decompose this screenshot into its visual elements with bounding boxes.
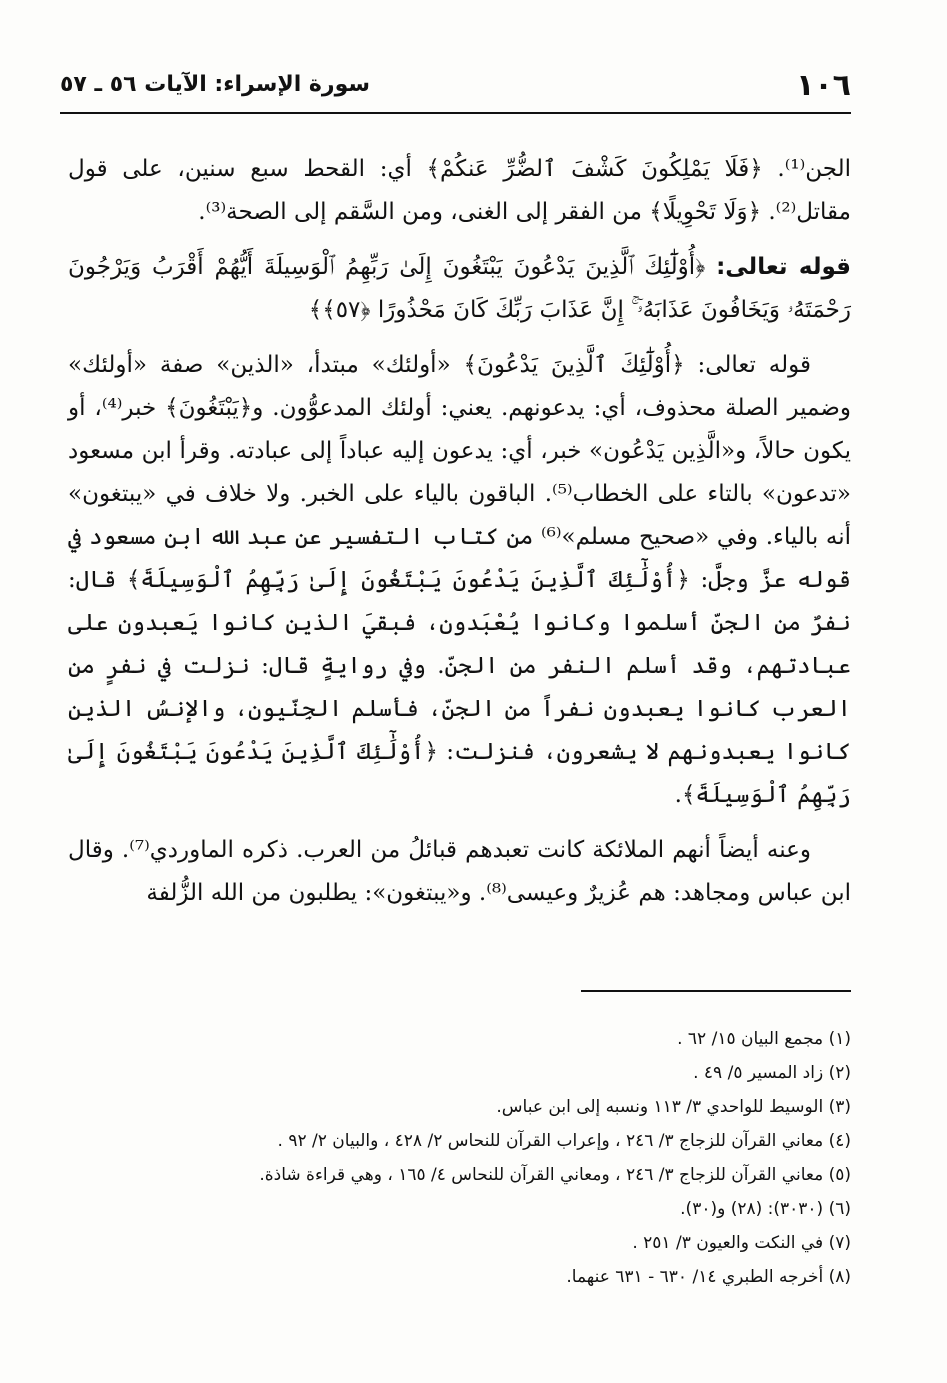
running-title: سورة الإسراء: الآيات ٥٦ ـ ٥٧ — [60, 72, 371, 97]
footnote-1: (١) مجمع البيان ١٥/ ٦٢ . — [677, 1029, 851, 1049]
paragraph-2: قوله تعالى: ﴿أُوْلَٰٓئِكَ ٱلَّذِينَ يَدْعُونَ﴾ «أولئك» مبتدأ، «الذين» صفة «أولئك» وضمير الصلة محذوف، أي: يدعونهم. يعني: أولئك المدعوُّون. و﴿يَبْتَغُونَ﴾ خبر⁽⁴⁾، أو يكون حالاً، و«الَّذِين يَدْعُون» خبر، أي: يدعون إليه عباداً إلى عبادته. وقرأ ابن مسعود «تدعون» بالتاء على الخطاب⁽⁵⁾. الباقون بالياء على الخبر. ولا خلاف في «يبتغون» أنه بالياء. وفي «صحيح مسلم»⁽⁶⁾ من كتاب التفسير عن عبد الله ابن مسعود في قوله عزَّ وجلَّ: ﴿أُوْلَٰٓئِكَ ٱلَّذِينَ يَدْعُونَ يَبْتَغُونَ إِلَىٰ رَبِّهِمُ ٱلْوَسِيلَةَ﴾ قال: نفرٌ من الجنِّ أسلموا وكانوا يُعْبَدون، فبقيَ الذين كانوا يَعبدون على عبادتهم، وقد أسلم النفر من الجنّ. وفي روايةٍ قال: نزلت في نفرٍ من العرب كانوا يعبدون نفراً من الجنّ، فأسلم الجِنّيون، والإنسُ الذين كانوا يعبدونهم لا يشعرون، فنزلت: ﴿أُوْلَٰٓئِكَ ٱلَّذِينَ يَدْعُونَ يَبْتَغُونَ إِلَىٰ رَبِّهِمُ ٱلْوَسِيلَةَ﴾. — [68, 352, 851, 808]
footnotes — [120, 1022, 851, 1294]
body-text — [68, 148, 851, 927]
footnote-4: (٤) معاني القرآن للزجاج ٣/ ٢٤٦ ، وإعراب القرآن للنحاس ٢/ ٤٢٨ ، والبيان ٢/ ٩٢ . — [277, 1131, 851, 1151]
verse-text: ﴿أُوْلَٰٓئِكَ ٱلَّذِينَ يَدْعُونَ يَبْتَغُونَ إِلَىٰ رَبِّهِمُ ٱلْوَسِيلَةَ أَيُّهُمْ أَقْرَبُ وَيَرْجُونَ رَحْمَتَهُۥ وَيَخَافُونَ عَذَابَهُۥٓ ۚ إِنَّ عَذَابَ رَبِّكَ كَانَ مَحْذُورًا ﴿٥٧﴾﴾ — [68, 254, 851, 323]
footnote-3: (٣) الوسيط للواحدي ٣/ ١١٣ ونسبه إلى ابن عباس. — [496, 1097, 851, 1117]
paragraph-1: الجن⁽¹⁾. ﴿فَلَا يَمْلِكُونَ كَشْفَ ٱلضُّرِّ عَنكُمْ﴾ أي: القحط سبع سنين، على قول مقاتل⁽²⁾. ﴿وَلَا تَحْوِيلًا﴾ من الفقر إلى الغنى، ومن السَّقم إلى الصحة⁽³⁾. — [68, 156, 851, 225]
page-number: ١٠٦ — [796, 68, 851, 103]
verse-label: قوله تعالى: — [716, 254, 851, 280]
footnote-separator — [581, 990, 851, 992]
footnote-7: (٧) في النكت والعيون ٣/ ٢٥١ . — [632, 1233, 851, 1253]
footnote-8: (٨) أخرجه الطبري ١٤/ ٦٣٠ - ٦٣١ عنهما. — [566, 1267, 851, 1287]
footnote-5: (٥) معاني القرآن للزجاج ٣/ ٢٤٦ ، ومعاني القرآن للنحاس ٤/ ١٦٥ ، وهي قراءة شاذة. — [259, 1165, 851, 1185]
verse-paragraph — [68, 246, 851, 332]
page-header — [60, 66, 851, 114]
footnote-2: (٢) زاد المسير ٥/ ٤٩ . — [693, 1063, 851, 1083]
paragraph-3: وعنه أيضاً أنهم الملائكة كانت تعبدهم قبائلُ من العرب. ذكره الماوردي⁽⁷⁾. وقال ابن عباس ومجاهد: هم عُزيرٌ وعيسى⁽⁸⁾. و«يبتغون»: يطلبون من الله الزُّلفة — [68, 837, 851, 906]
footnote-6: (٦) (٣٠٣٠): (٢٨) و(٣٠). — [680, 1199, 851, 1219]
